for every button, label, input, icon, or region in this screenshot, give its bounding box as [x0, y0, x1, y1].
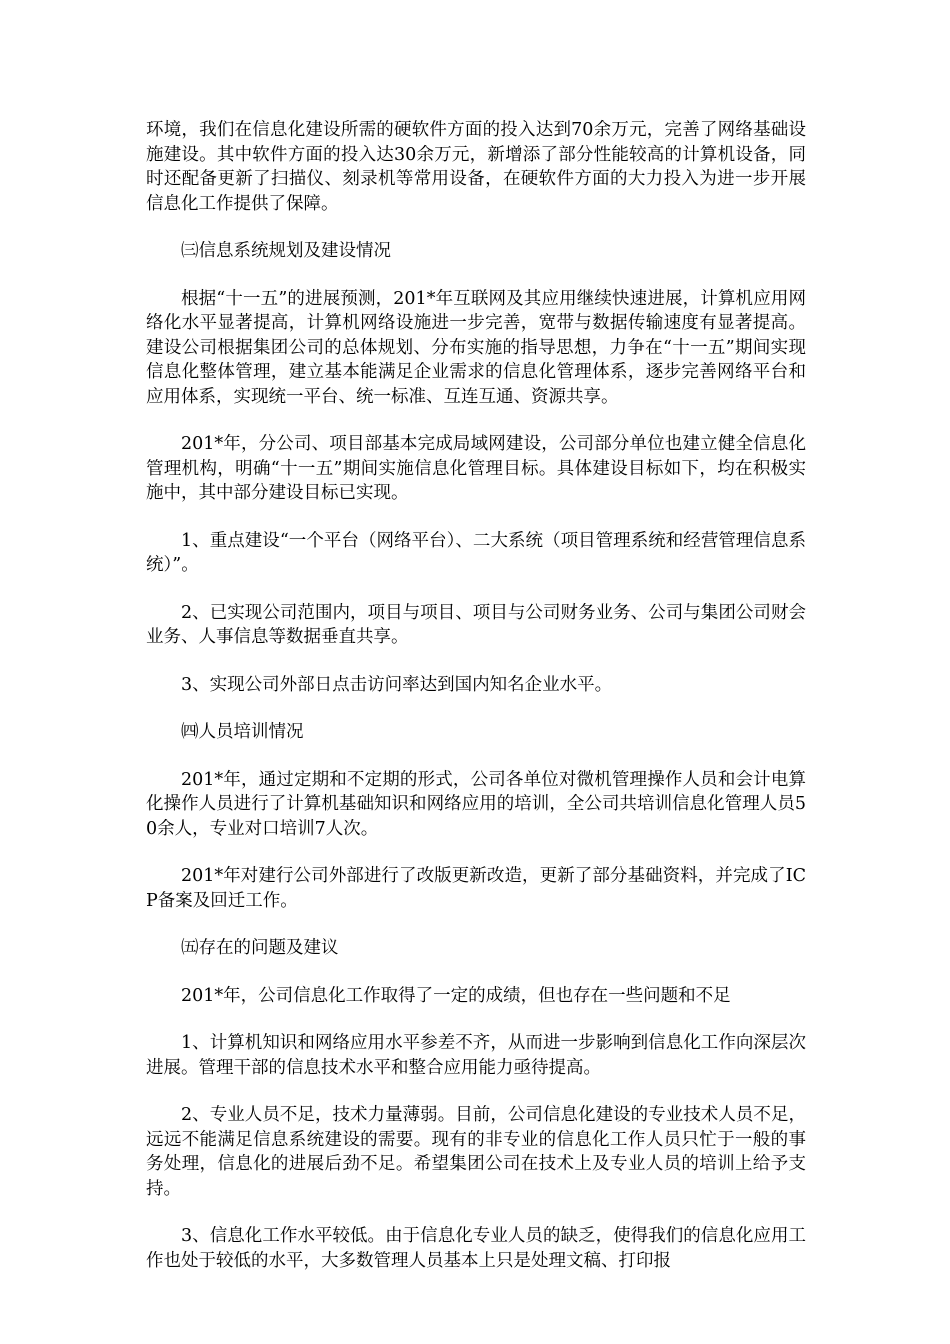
section-heading-training: ㈣人员培训情况	[181, 722, 304, 742]
document-page	[146, 118, 806, 1296]
paragraph-website-update: 201*年对建行公司外部进行了改版更新改造，更新了部分基础资料，并完成了ICP备案及回迁工作。	[146, 866, 806, 911]
paragraph-goal-3: 3、实现公司外部日点击访问率达到国内知名企业水平。	[181, 674, 613, 695]
paragraph-lan-construction: 201*年，分公司、项目部基本完成局域网建设，公司部分单位也建立健全信息化管理机构，明确“十一五”期间实施信息化管理目标。具体建设目标如下，均在积极实施中，其中部分建设目标已实现。	[146, 434, 806, 503]
paragraph-goal-1: 1、重点建设“一个平台（网络平台）、二大系统（项目管理系统和经营管理信息系统）”。	[146, 530, 806, 575]
paragraph-problem-1: 1、计算机知识和网络应用水平参差不齐，从而进一步影响到信息化工作向深层次进展。管理干部的信息技术水平和整合应用能力亟待提高。	[146, 1033, 806, 1078]
paragraph-eleventh-five-year: 根据“十一五”的进展预测，201*年互联网及其应用继续快速进展，计算机应用网络化水平显著提高，计算机网络设施进一步完善，宽带与数据传输速度有显著提高。建设公司根据集团公司的总体规划、分布实施的指导思想，力争在“十一五”期间实现信息化整体管理，建立基本能满足企业需求的信息化管理体系，逐步完善网络平台和应用体系，实现统一平台、统一标准、互连互通、资源共享。	[146, 288, 806, 407]
section-heading-system-planning: ㈢信息系统规划及建设情况	[181, 241, 391, 261]
paragraph-problems-intro: 201*年，公司信息化工作取得了一定的成绩，但也存在一些问题和不足	[181, 985, 731, 1006]
paragraph-investment: 环境，我们在信息化建设所需的硬软件方面的投入达到70余万元，完善了网络基础设施建设。其中软件方面的投入达30余万元，新增添了部分性能较高的计算机设备，同时还配备更新了扫描仪、刻录机等常用设备，在硬软件方面的大力投入为进一步开展信息化工作提供了保障。	[146, 120, 806, 214]
paragraph-goal-2: 2、已实现公司范围内，项目与项目、项目与公司财务业务、公司与集团公司财会业务、人事信息等数据垂直共享。	[146, 602, 806, 647]
section-heading-problems: ㈤存在的问题及建议	[181, 938, 339, 958]
paragraph-problem-2: 2、专业人员不足，技术力量薄弱。目前，公司信息化建设的专业技术人员不足，远远不能满足信息系统建设的需要。现有的非专业的信息化工作人员只忙于一般的事务处理，信息化的进展后劲不足。希望集团公司在技术上及专业人员的培训上给予支持。	[146, 1105, 806, 1199]
paragraph-problem-3: 3、信息化工作水平较低。由于信息化专业人员的缺乏，使得我们的信息化应用工作也处于较低的水平，大多数管理人员基本上只是处理文稿、打印报	[146, 1226, 806, 1271]
paragraph-training: 201*年，通过定期和不定期的形式，公司各单位对微机管理操作人员和会计电算化操作人员进行了计算机基础知识和网络应用的培训，全公司共培训信息化管理人员50余人，专业对口培训7人次。	[146, 769, 806, 839]
